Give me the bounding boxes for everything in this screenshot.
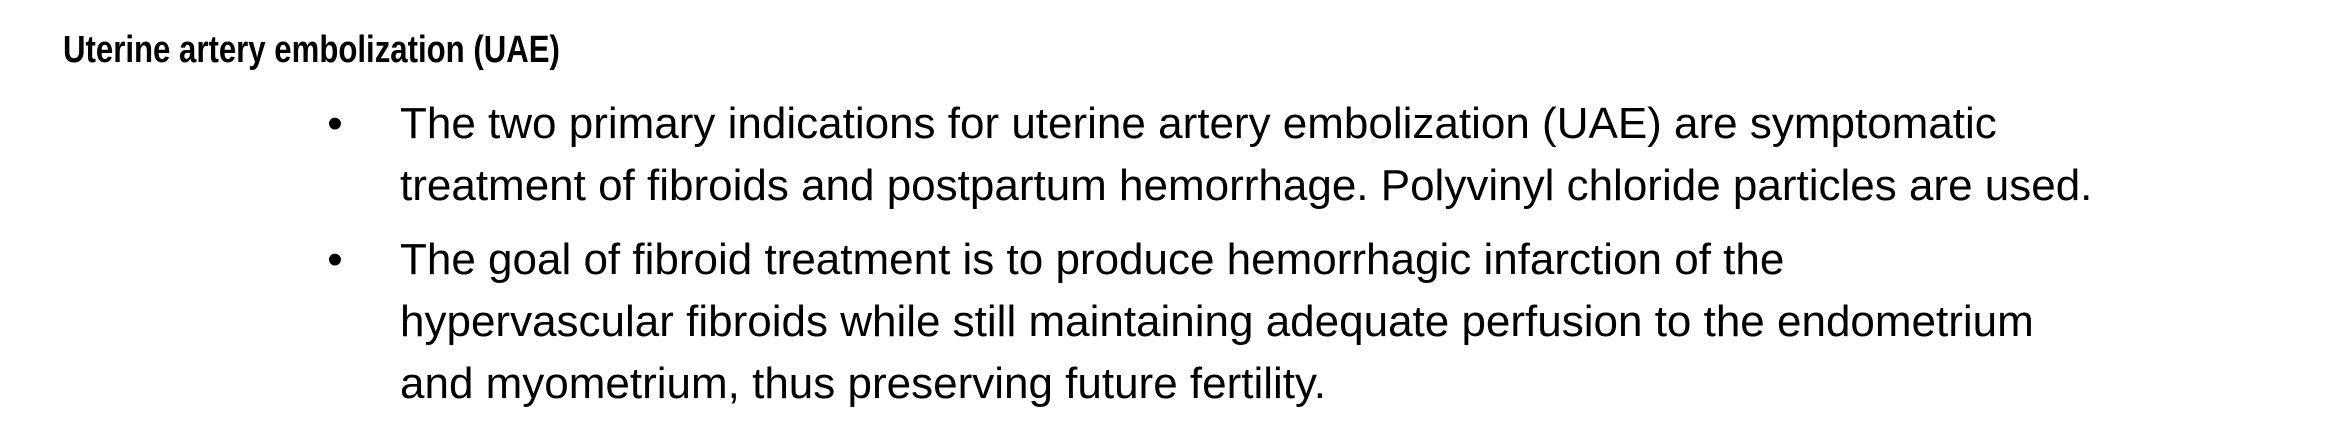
bullet-icon: •: [327, 99, 343, 148]
bullet-text-line: The two primary indications for uterine artery embolization (UAE) are symptomatic: [400, 99, 1997, 148]
list-item: [320, 93, 2280, 217]
bullet-text-line: treatment of fibroids and postpartum hemorrhage. Polyvinyl chloride particles are used.: [400, 161, 2093, 210]
bullet-text-line: The goal of fibroid treatment is to produce hemorrhagic infarction of the: [400, 235, 1785, 284]
bullet-list: [320, 93, 2280, 427]
bullet-text-line: and myometrium, thus preserving future fertility.: [400, 359, 1326, 408]
list-item: [320, 229, 2280, 415]
bullet-icon: •: [327, 235, 343, 284]
section-heading: Uterine artery embolization (UAE): [63, 29, 560, 71]
bullet-text-line: hypervascular fibroids while still maintaining adequate perfusion to the endometrium: [400, 297, 2034, 346]
